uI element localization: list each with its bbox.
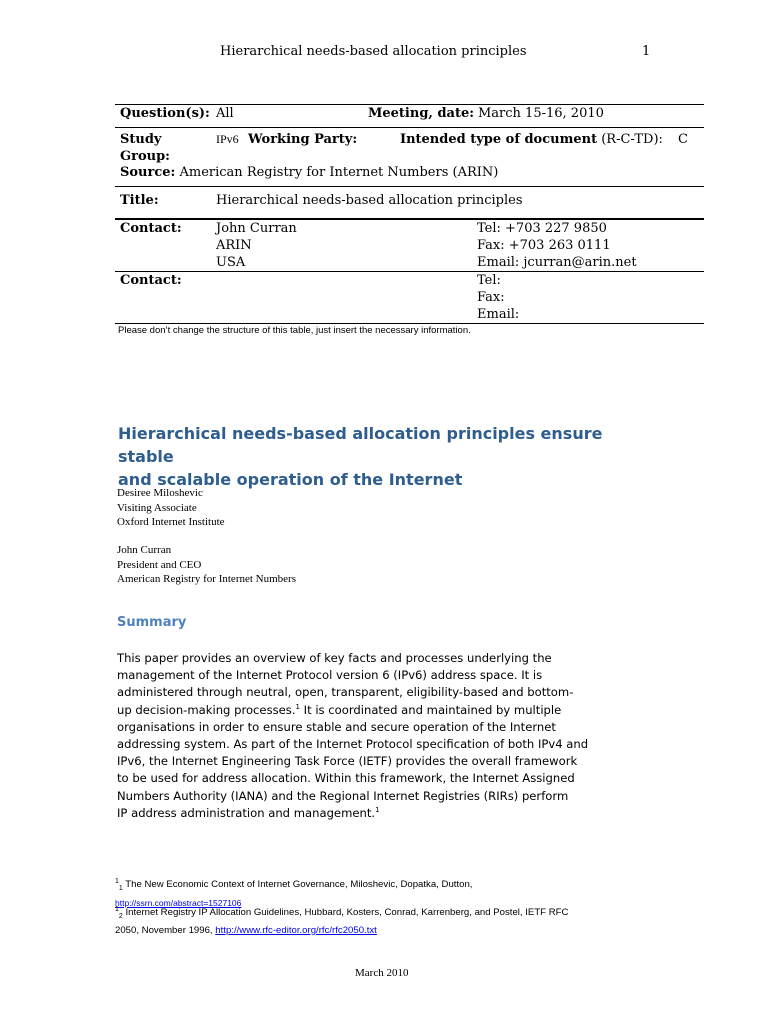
paper-title-line1: Hierarchical needs-based allocation principles ensure stable: [118, 424, 603, 466]
summary-paragraph: [117, 650, 657, 822]
question-label: Question(s):: [120, 106, 210, 121]
question-value: All: [216, 106, 234, 121]
contact1-country: USA: [216, 255, 246, 270]
author2-org: American Registry for Internet Numbers: [117, 573, 296, 585]
table-top-rule: [115, 104, 704, 105]
summary-line: organisations in order to ensure stable and secure operation of the Internet: [117, 719, 556, 734]
summary-line: IPv6, the Internet Engineering Task Force (IETF) provides the overall framework: [117, 754, 578, 769]
footnote-2-mark: 1: [115, 905, 119, 913]
source-label: Source:: [120, 165, 176, 180]
table-rule: [115, 186, 704, 187]
meeting-value: March 15-16, 2010: [478, 106, 604, 121]
contact1-label: Contact:: [120, 221, 182, 236]
table-rule: [115, 127, 704, 128]
title-value: Hierarchical needs-based allocation principles: [216, 193, 523, 208]
running-header-title: Hierarchical needs-based allocation principles: [220, 44, 527, 59]
footnote-2-text: Internet Registry IP Allocation Guidelines, Hubbard, Kosters, Conrad, Karrenberg, and Postel, IETF RFC: [122, 907, 569, 918]
table-instruction-note: Please don’t change the structure of this table, just insert the necessary information.: [118, 325, 471, 336]
footnote-ref[interactable]: 1: [295, 702, 300, 711]
author-block-1: [117, 486, 225, 530]
table-bottom-rule: [115, 323, 704, 324]
title-label: Title:: [120, 193, 159, 208]
doc-type-options: (R-C-TD):: [601, 132, 663, 147]
summary-line: Numbers Authority (IANA) and the Regional Internet Registries (RIRs) perform: [117, 788, 569, 803]
study-group-label-line1: Study: [120, 132, 162, 147]
summary-line-text: IP address administration and management.: [117, 805, 376, 820]
summary-line: to be used for address allocation. Within this framework, the Internet Assigned: [117, 771, 575, 786]
contact2-fax: Fax:: [477, 290, 505, 305]
footnote-2: [115, 906, 655, 938]
contact2-tel: Tel:: [477, 273, 501, 288]
author1-role: Visiting Associate: [117, 501, 197, 514]
summary-line-text: It is coordinated and maintained by multiple: [303, 702, 562, 717]
author1-org: Oxford Internet Institute: [117, 516, 225, 528]
summary-line: This paper provides an overview of key facts and processes underlying the: [117, 651, 552, 665]
summary-line: [117, 805, 657, 822]
footnote-2-text-cont: 2050, November 1996,: [115, 924, 216, 936]
contact2-email: Email:: [477, 307, 520, 322]
footnote-1-sub: 1: [118, 884, 123, 892]
table-rule-thick: [115, 218, 704, 220]
study-group-label-line2: Group:: [120, 149, 170, 164]
footnote-2-link[interactable]: http://www.rfc-editor.org/rfc/rfc2050.txt: [215, 924, 377, 936]
footnote-ref[interactable]: 1: [375, 805, 380, 814]
author-block-2: [117, 543, 296, 587]
footer-date: March 2010: [355, 967, 409, 979]
footnote-2-sub: 2: [118, 912, 123, 920]
paper-title: [118, 422, 658, 491]
author2-name: John Curran: [117, 544, 172, 556]
contact1-email: Email: jcurran@arin.net: [477, 255, 637, 270]
contact1-tel: Tel: +703 227 9850: [477, 221, 607, 236]
contact1-org: ARIN: [216, 238, 252, 253]
summary-heading: Summary: [117, 615, 187, 630]
page-number: 1: [642, 44, 651, 59]
summary-line: [117, 702, 657, 719]
doc-type-field: [400, 132, 663, 147]
summary-line-text: up decision-making processes.: [117, 702, 296, 717]
author1-name: Desiree Miloshevic: [117, 487, 203, 499]
paper-title-line2: and scalable operation of the Internet: [118, 470, 463, 489]
source-value: American Registry for Internet Numbers (ARIN): [179, 165, 499, 180]
source-row: [120, 165, 498, 180]
footnote-1-link[interactable]: http://ssrn.com/abstract=1527106: [115, 897, 242, 908]
doc-type-value: C: [678, 132, 688, 147]
author2-role: President and CEO: [117, 558, 202, 571]
study-group-value: IPv6: [216, 132, 239, 146]
contact1-name: John Curran: [216, 221, 297, 236]
meeting-label: Meeting, date:: [368, 106, 475, 121]
summary-line: management of the Internet Protocol version 6 (IPv6) address space. It is: [117, 668, 543, 683]
summary-line: administered through neutral, open, transparent, eligibility-based and bottom-: [117, 685, 574, 700]
contact1-fax: Fax: +703 263 0111: [477, 238, 611, 253]
doc-type-label: Intended type of document: [400, 132, 598, 147]
contact2-label: Contact:: [120, 273, 182, 288]
table-rule: [115, 271, 704, 272]
footnote-1-mark: 1: [115, 877, 119, 885]
summary-line: addressing system. As part of the Internet Protocol specification of both IPv4 and: [117, 737, 589, 752]
working-party-label: Working Party:: [248, 132, 358, 147]
footnote-1-text: The New Economic Context of Internet Governance, Miloshevic, Dopatka, Dutton,: [122, 879, 473, 890]
